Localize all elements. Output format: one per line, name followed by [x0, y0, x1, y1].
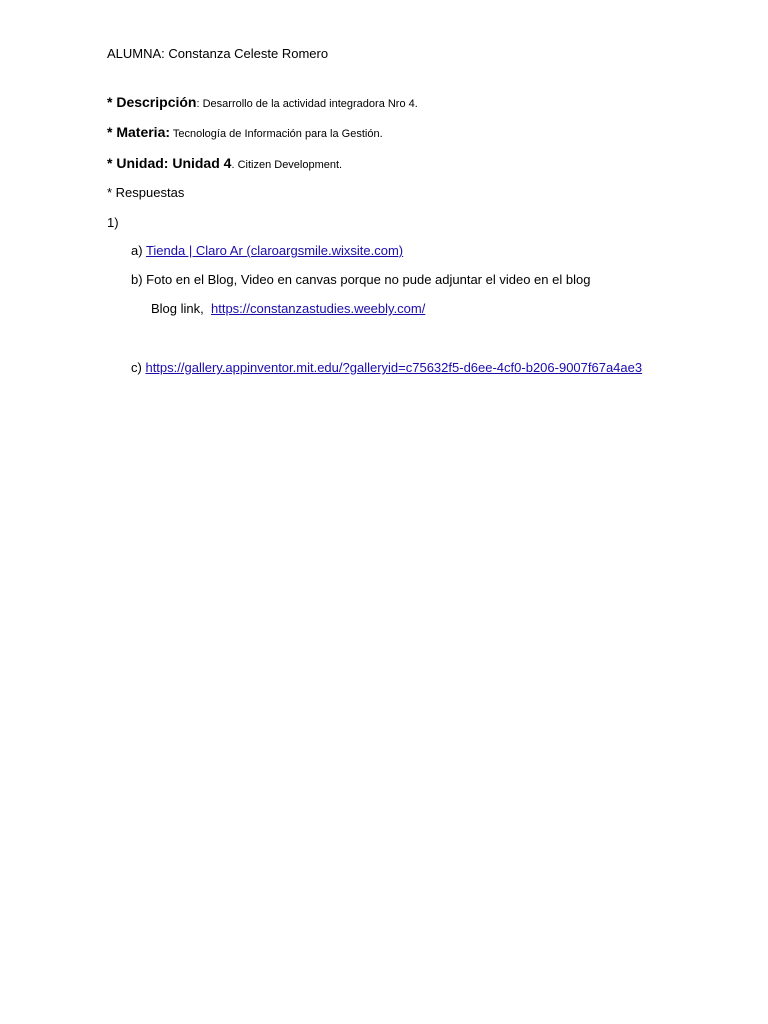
answer-a-prefix: a)	[131, 243, 143, 258]
blog-link-line	[151, 301, 425, 317]
answer-b-text: b) Foto en el Blog, Video en canvas porque no pude adjuntar el video en el blog	[131, 272, 591, 287]
answer-a-link[interactable]: Tienda | Claro Ar (claroargsmile.wixsite.com)	[145, 243, 404, 258]
answer-number	[107, 215, 119, 231]
materia-label: * Materia:	[107, 124, 171, 140]
materia-value: Tecnología de Información para la Gestión.	[170, 128, 383, 140]
blog-link-prefix: Blog link,	[151, 301, 204, 316]
respuestas-label: * Respuestas	[107, 185, 185, 200]
answer-number-text: 1)	[107, 215, 119, 230]
answer-a-line	[131, 243, 403, 259]
descripcion-line	[107, 94, 418, 112]
descripcion-label: * Descripción	[107, 94, 197, 110]
answer-c-line	[131, 360, 642, 376]
unidad-value: . Citizen Development.	[231, 159, 343, 171]
answer-c-link[interactable]: https://gallery.appinventor.mit.edu/?galleryid=c75632f5-d6ee-4cf0-b206-9007f67a4ae3	[145, 360, 643, 375]
blog-link[interactable]: https://constanzastudies.weebly.com/	[210, 301, 426, 316]
unidad-label: * Unidad: Unidad 4	[107, 155, 232, 171]
materia-line	[107, 124, 383, 142]
student-name-text: ALUMNA: Constanza Celeste Romero	[107, 46, 329, 61]
answer-b-line	[131, 272, 590, 288]
answer-c-prefix: c)	[131, 360, 142, 375]
descripcion-value: : Desarrollo de la actividad integradora Nro 4.	[196, 98, 418, 110]
student-name-line	[107, 46, 328, 62]
respuestas-line	[107, 185, 184, 201]
unidad-line	[107, 155, 342, 173]
